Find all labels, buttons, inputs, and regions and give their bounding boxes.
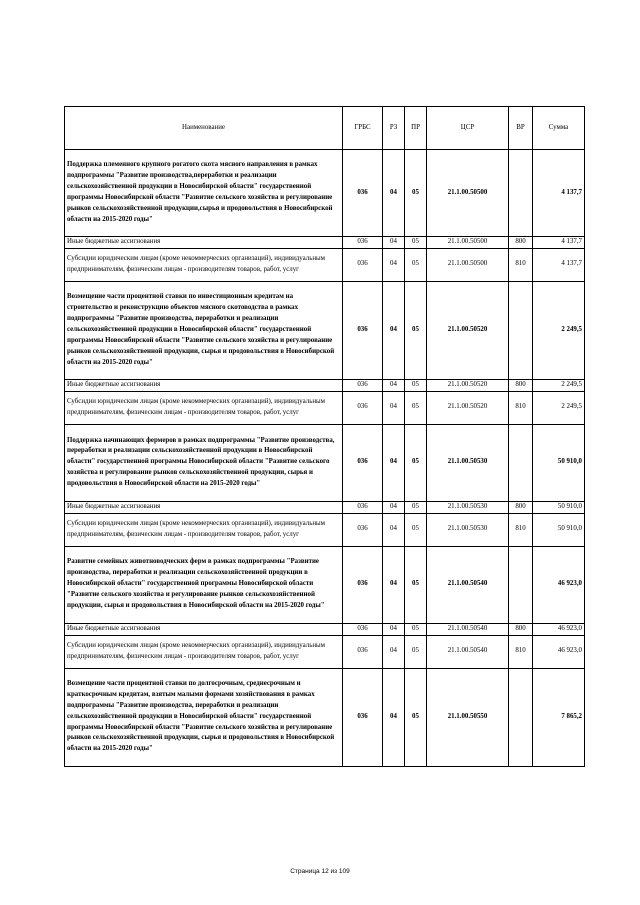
row-pr: 05 xyxy=(405,623,427,635)
row-csr: 21.1.00.50520 xyxy=(427,379,509,391)
table-header-row xyxy=(65,107,585,150)
row-rz: 04 xyxy=(383,635,405,668)
table-row-program xyxy=(65,150,585,237)
row-grbs: 036 xyxy=(343,248,383,281)
row-vr: 810 xyxy=(509,391,533,424)
row-vr: 810 xyxy=(509,248,533,281)
row-pr: 05 xyxy=(405,424,427,501)
table-row-subsidy xyxy=(65,513,585,546)
header-csr: ЦСР xyxy=(427,107,509,150)
table-row-assignment xyxy=(65,501,585,513)
row-pr: 05 xyxy=(405,391,427,424)
table-row-program xyxy=(65,668,585,766)
row-name: Возмещение части процентной ставки по инвестиционным кредитам на строительство и реконструкцию объектов мясного скотоводства в рамках подпрограммы "Развитие производства, переработки и реализации сельскохозяйственной продукции в Новосибирской области" государственной программы Новосибирской области "Развитие сельского хозяйства и регулирование рынков сельскохозяйственной продукции, сырья и продовольствия в Новосибирской области на 2015-2020 годы" xyxy=(65,281,343,379)
row-rz: 04 xyxy=(383,150,405,237)
row-csr: 21.1.00.50500 xyxy=(427,237,509,249)
row-grbs: 036 xyxy=(343,391,383,424)
row-csr: 21.1.00.50540 xyxy=(427,635,509,668)
row-grbs: 036 xyxy=(343,635,383,668)
row-sum: 46 923,0 xyxy=(533,623,585,635)
row-rz: 04 xyxy=(383,623,405,635)
header-pr: ПР xyxy=(405,107,427,150)
row-grbs: 036 xyxy=(343,424,383,501)
header-name: Наименование xyxy=(65,107,343,150)
table-row-assignment xyxy=(65,623,585,635)
row-sum: 2 249,5 xyxy=(533,391,585,424)
row-name: Субсидии юридическим лицам (кроме некоммерческих организаций), индивидуальным предпринимателям, физическим лицам - производителям товаров, работ, услуг xyxy=(65,248,343,281)
row-rz: 04 xyxy=(383,668,405,766)
row-name: Иные бюджетные ассигнования xyxy=(65,237,343,249)
row-csr: 21.1.00.50500 xyxy=(427,248,509,281)
row-sum: 2 249,5 xyxy=(533,281,585,379)
row-grbs: 036 xyxy=(343,379,383,391)
row-pr: 05 xyxy=(405,237,427,249)
row-name: Поддержка начинающих фермеров в рамках подпрограммы "Развитие производства, переработки и реализации сельскохозяйственной продукции в Новосибирской области" государственной программы Новосибирской области "Развитие сельского хозяйства и регулирование рынков сельскохозяйственной продукции, сырья и продовольствия в Новосибирской области на 2015-2020 годы" xyxy=(65,424,343,501)
row-csr: 21.1.00.50500 xyxy=(427,150,509,237)
row-sum: 4 137,7 xyxy=(533,237,585,249)
row-rz: 04 xyxy=(383,281,405,379)
row-sum: 50 910,0 xyxy=(533,513,585,546)
row-rz: 04 xyxy=(383,391,405,424)
row-vr: 800 xyxy=(509,237,533,249)
table-row-subsidy xyxy=(65,248,585,281)
row-pr: 05 xyxy=(405,501,427,513)
row-vr: 800 xyxy=(509,501,533,513)
row-sum: 50 910,0 xyxy=(533,424,585,501)
row-csr: 21.1.00.50540 xyxy=(427,623,509,635)
row-csr: 21.1.00.50530 xyxy=(427,424,509,501)
row-grbs: 036 xyxy=(343,501,383,513)
row-vr xyxy=(509,668,533,766)
row-csr: 21.1.00.50540 xyxy=(427,546,509,623)
table-row-assignment xyxy=(65,379,585,391)
row-csr: 21.1.00.50530 xyxy=(427,501,509,513)
row-name: Поддержка племенного крупного рогатого скота мясного направления в рамках подпрограммы "Развитие производства,переработки и реализации сельскохозяйственной продукции в Новосибирской области" государственной программы Новосибирской области "Развитие сельского хозяйства и регулирование рынков сельскохозяйственной продукции,сырья и продовольствия в Новосибирской области на 2015-2020 годы" xyxy=(65,150,343,237)
row-sum: 50 910,0 xyxy=(533,501,585,513)
table-row-program xyxy=(65,546,585,623)
row-pr: 05 xyxy=(405,150,427,237)
row-sum: 4 137,7 xyxy=(533,248,585,281)
row-name: Субсидии юридическим лицам (кроме некоммерческих организаций), индивидуальным предпринимателям, физическим лицам - производителям товаров, работ, услуг xyxy=(65,513,343,546)
row-vr: 800 xyxy=(509,379,533,391)
table-row-program xyxy=(65,424,585,501)
row-csr: 21.1.00.50520 xyxy=(427,391,509,424)
row-grbs: 036 xyxy=(343,150,383,237)
header-vr: ВР xyxy=(509,107,533,150)
row-csr: 21.1.00.50550 xyxy=(427,668,509,766)
table-row-subsidy xyxy=(65,635,585,668)
row-name: Субсидии юридическим лицам (кроме некоммерческих организаций), индивидуальным предпринимателям, физическим лицам - производителям товаров, работ, услуг xyxy=(65,391,343,424)
table-row-assignment xyxy=(65,237,585,249)
row-pr: 05 xyxy=(405,281,427,379)
row-vr xyxy=(509,546,533,623)
table-row-subsidy xyxy=(65,391,585,424)
row-rz: 04 xyxy=(383,237,405,249)
row-name: Иные бюджетные ассигнования xyxy=(65,501,343,513)
row-grbs: 036 xyxy=(343,281,383,379)
row-csr: 21.1.00.50520 xyxy=(427,281,509,379)
row-csr: 21.1.00.50530 xyxy=(427,513,509,546)
header-rz: РЗ xyxy=(383,107,405,150)
row-rz: 04 xyxy=(383,546,405,623)
row-vr: 800 xyxy=(509,623,533,635)
row-sum: 46 923,0 xyxy=(533,635,585,668)
row-sum: 46 923,0 xyxy=(533,546,585,623)
row-grbs: 036 xyxy=(343,513,383,546)
row-name: Иные бюджетные ассигнования xyxy=(65,379,343,391)
row-name: Возмещение части процентной ставки по долгосрочным, среднесрочным и краткосрочным кредитам, взятым малыми формами хозяйствования в рамках подпрограммы "Развитие производства, переработки и реализации сельскохозяйственной продукции в Новосибирской области" государственной программы Новосибирской области "Развитие сельского хозяйства и регулирование рынков сельскохозяйственной продукции, сырья и продовольствия в Новосибирской области на 2015-2020 годы" xyxy=(65,668,343,766)
row-name: Развитие семейных животноводческих ферм в рамках подпрограммы "Развитие производства, переработки и реализации сельскохозяйственной продукции в Новосибирской области" государственной программы Новосибирской области "Развитие сельского хозяйства и регулирование рынков сельскохозяйственной продукции, сырья и продовольствия в Новосибирской области на 2015-2020 годы" xyxy=(65,546,343,623)
row-grbs: 036 xyxy=(343,668,383,766)
budget-table xyxy=(64,106,585,767)
row-rz: 04 xyxy=(383,513,405,546)
row-pr: 05 xyxy=(405,248,427,281)
row-rz: 04 xyxy=(383,379,405,391)
row-vr: 810 xyxy=(509,635,533,668)
row-sum: 4 137,7 xyxy=(533,150,585,237)
row-pr: 05 xyxy=(405,546,427,623)
row-vr xyxy=(509,424,533,501)
row-vr xyxy=(509,150,533,237)
row-rz: 04 xyxy=(383,424,405,501)
row-grbs: 036 xyxy=(343,546,383,623)
row-sum: 7 865,2 xyxy=(533,668,585,766)
header-sum: Сумма xyxy=(533,107,585,150)
row-name: Субсидии юридическим лицам (кроме некоммерческих организаций), индивидуальным предпринимателям, физическим лицам - производителям товаров, работ, услуг xyxy=(65,635,343,668)
header-grbs: ГРБС xyxy=(343,107,383,150)
row-rz: 04 xyxy=(383,501,405,513)
row-pr: 05 xyxy=(405,379,427,391)
table-row-program xyxy=(65,281,585,379)
row-pr: 05 xyxy=(405,635,427,668)
row-rz: 04 xyxy=(383,248,405,281)
row-pr: 05 xyxy=(405,513,427,546)
row-sum: 2 249,5 xyxy=(533,379,585,391)
page-number-footer: Страница 12 из 109 xyxy=(290,868,350,875)
row-name: Иные бюджетные ассигнования xyxy=(65,623,343,635)
row-pr: 05 xyxy=(405,668,427,766)
row-vr: 810 xyxy=(509,513,533,546)
row-grbs: 036 xyxy=(343,237,383,249)
row-vr xyxy=(509,281,533,379)
row-grbs: 036 xyxy=(343,623,383,635)
